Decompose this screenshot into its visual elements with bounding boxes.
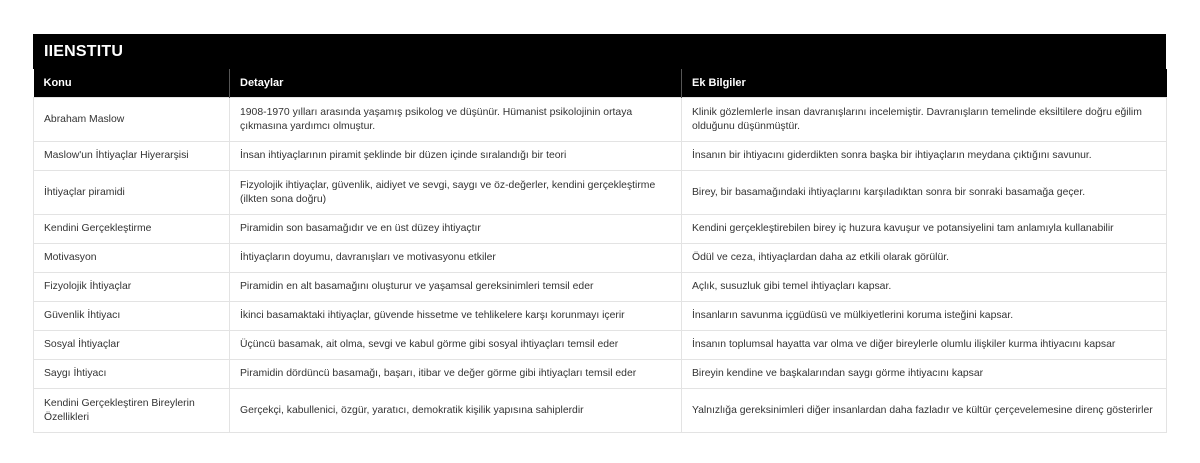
table-row (34, 273, 1167, 302)
table-row (34, 331, 1167, 360)
cell-ek-bilgiler: Yalnızlığa gereksinimleri diğer insanlardan daha fazladır ve kültür çerçevelemesine direnç gösterirler (682, 389, 1167, 433)
cell-ek-bilgiler: Klinik gözlemlerle insan davranışlarını incelemiştir. Davranışların temelinde eksiltilere doğru eğilim olduğunu düşünmüştür. (682, 98, 1167, 142)
table-row (34, 302, 1167, 331)
content-table-card (33, 34, 1166, 433)
cell-ek-bilgiler: Açlık, susuzluk gibi temel ihtiyaçları kapsar. (682, 273, 1167, 302)
cell-konu: Kendini Gerçekleştirme (34, 215, 230, 244)
cell-konu: Kendini Gerçekleştiren Bireylerin Özellikleri (34, 389, 230, 433)
table-header-row (34, 69, 1167, 98)
header-detaylar: Detaylar (230, 69, 682, 98)
cell-konu: Saygı İhtiyacı (34, 360, 230, 389)
table-row (34, 142, 1167, 171)
cell-detaylar: Piramidin son basamağıdır ve en üst düzey ihtiyaçtır (230, 215, 682, 244)
cell-detaylar: Üçüncü basamak, ait olma, sevgi ve kabul görme gibi sosyal ihtiyaçları temsil eder (230, 331, 682, 360)
header-konu: Konu (34, 69, 230, 98)
cell-ek-bilgiler: Kendini gerçekleştirebilen birey iç huzura kavuşur ve potansiyelini tam anlamıyla kullanabilir (682, 215, 1167, 244)
cell-detaylar: İhtiyaçların doyumu, davranışları ve motivasyonu etkiler (230, 244, 682, 273)
table-row (34, 171, 1167, 215)
cell-detaylar: İnsan ihtiyaçlarının piramit şeklinde bir düzen içinde sıralandığı bir teori (230, 142, 682, 171)
cell-ek-bilgiler: İnsanların savunma içgüdüsü ve mülkiyetlerini koruma isteğini kapsar. (682, 302, 1167, 331)
table-row (34, 360, 1167, 389)
cell-konu: Abraham Maslow (34, 98, 230, 142)
brand-title: IIENSTITU (33, 34, 1166, 69)
cell-konu: Güvenlik İhtiyacı (34, 302, 230, 331)
cell-detaylar: Fizyolojik ihtiyaçlar, güvenlik, aidiyet ve sevgi, saygı ve öz-değerler, kendini gerçekleştirme (ilkten sona doğru) (230, 171, 682, 215)
cell-ek-bilgiler: İnsanın toplumsal hayatta var olma ve diğer bireylerle olumlu ilişkiler kurma ihtiyacını kapsar (682, 331, 1167, 360)
cell-ek-bilgiler: Ödül ve ceza, ihtiyaçlardan daha az etkili olarak görülür. (682, 244, 1167, 273)
cell-konu: Fizyolojik İhtiyaçlar (34, 273, 230, 302)
cell-ek-bilgiler: Bireyin kendine ve başkalarından saygı görme ihtiyacını kapsar (682, 360, 1167, 389)
cell-konu: İhtiyaçlar piramidi (34, 171, 230, 215)
info-table (33, 69, 1167, 433)
cell-detaylar: İkinci basamaktaki ihtiyaçlar, güvende hissetme ve tehlikelere karşı korunmayı içerir (230, 302, 682, 331)
cell-detaylar: Piramidin dördüncü basamağı, başarı, itibar ve değer görme gibi ihtiyaçları temsil eder (230, 360, 682, 389)
cell-ek-bilgiler: Birey, bir basamağındaki ihtiyaçlarını karşıladıktan sonra bir sonraki basamağa geçer. (682, 171, 1167, 215)
cell-detaylar: Piramidin en alt basamağını oluşturur ve yaşamsal gereksinimleri temsil eder (230, 273, 682, 302)
table-row (34, 389, 1167, 433)
cell-ek-bilgiler: İnsanın bir ihtiyacını giderdikten sonra başka bir ihtiyaçların meydana çıktığını savunur. (682, 142, 1167, 171)
table-row (34, 98, 1167, 142)
cell-konu: Motivasyon (34, 244, 230, 273)
header-ek-bilgiler: Ek Bilgiler (682, 69, 1167, 98)
cell-konu: Sosyal İhtiyaçlar (34, 331, 230, 360)
cell-detaylar: Gerçekçi, kabullenici, özgür, yaratıcı, demokratik kişilik yapısına sahiplerdir (230, 389, 682, 433)
cell-detaylar: 1908-1970 yılları arasında yaşamış psikolog ve düşünür. Hümanist psikolojinin ortaya çıkmasına yardımcı olmuştur. (230, 98, 682, 142)
table-row (34, 244, 1167, 273)
table-row (34, 215, 1167, 244)
cell-konu: Maslow'un İhtiyaçlar Hiyerarşisi (34, 142, 230, 171)
